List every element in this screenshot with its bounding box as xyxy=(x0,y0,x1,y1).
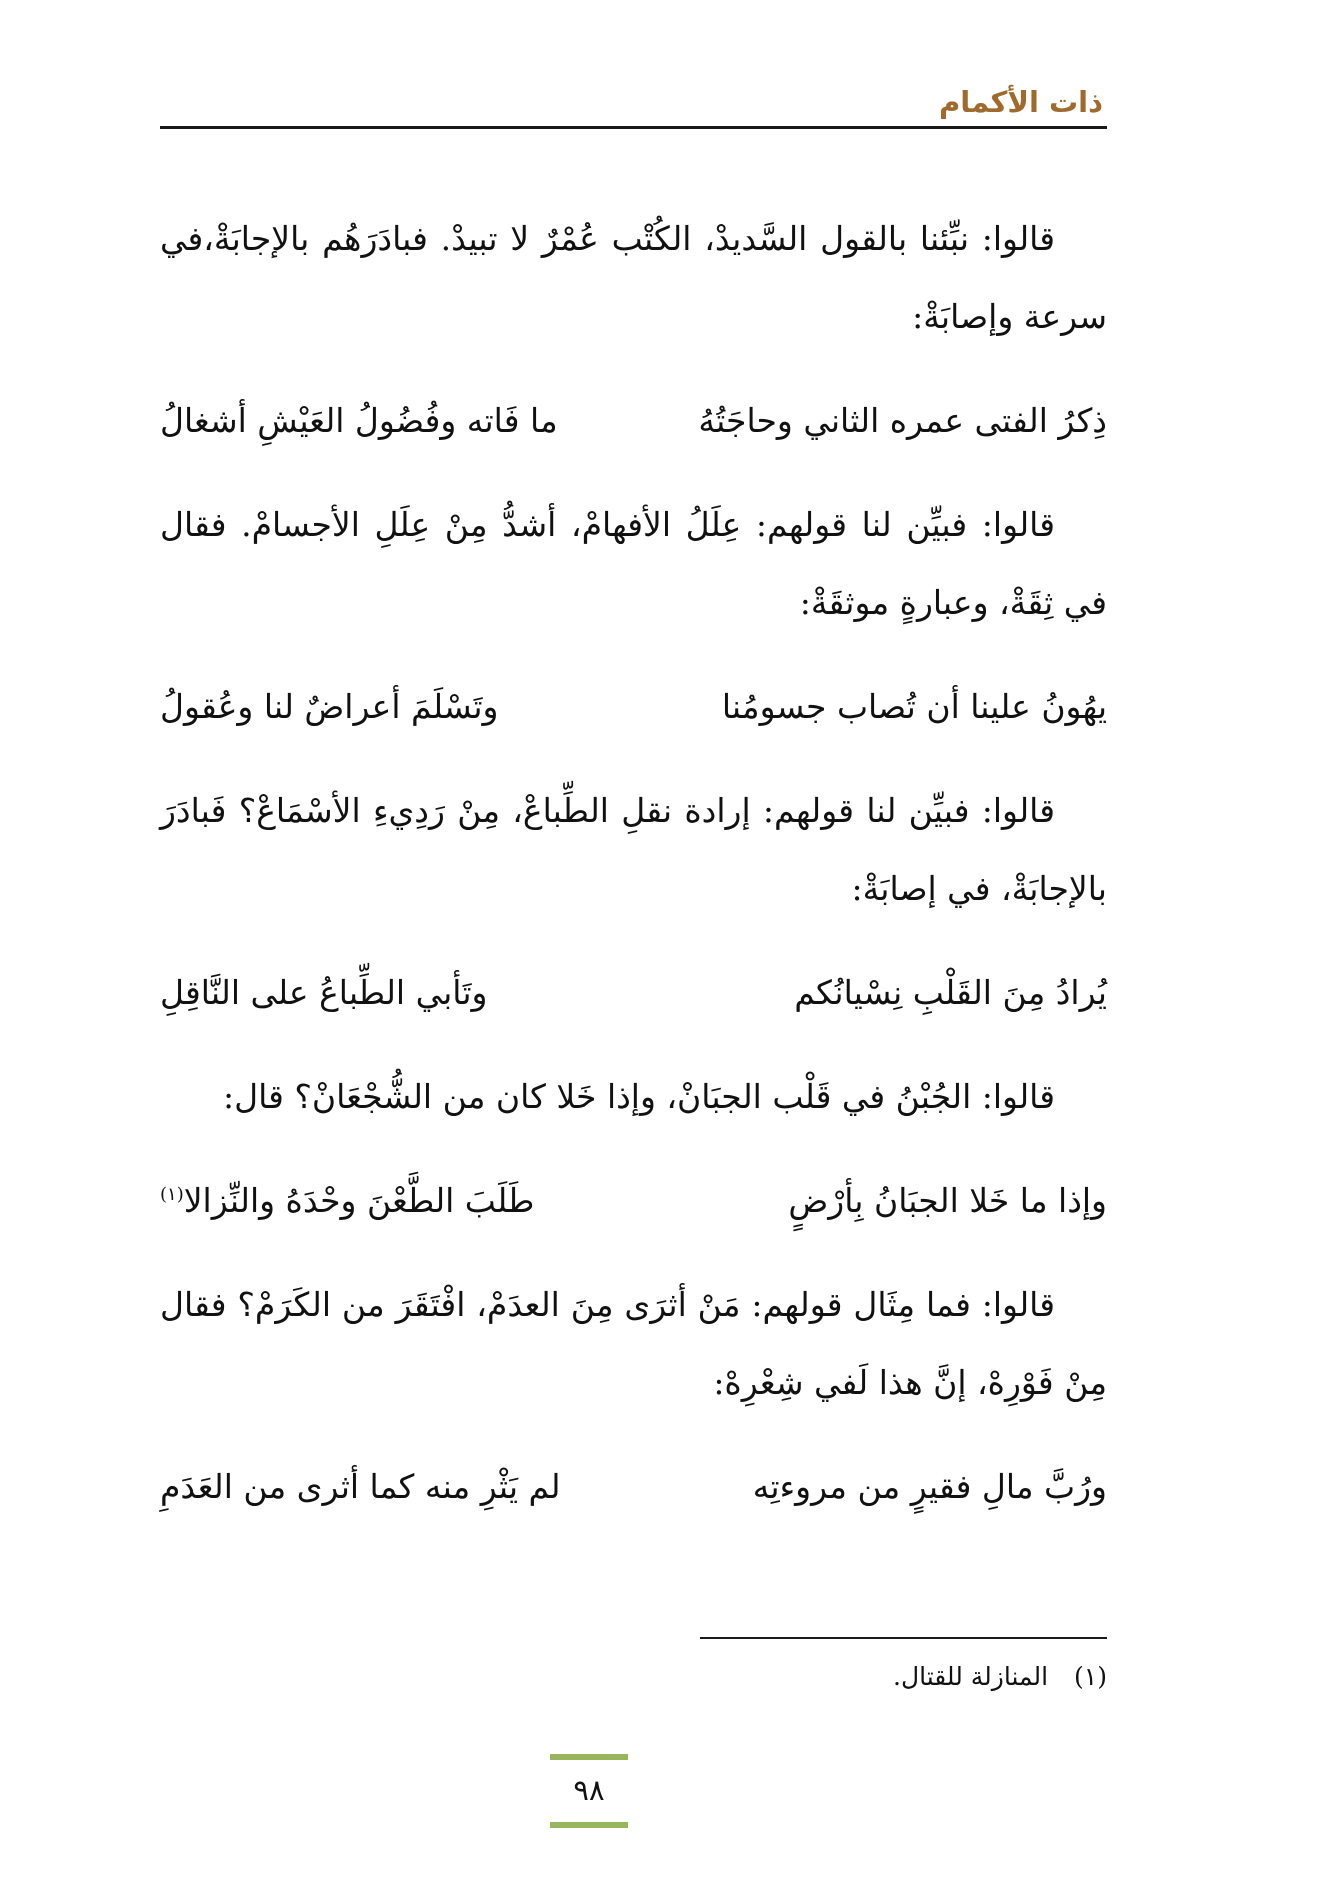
verse-second-hemistich: وتَأبي الطِّباعُ على النَّاقِلِ xyxy=(160,973,488,1012)
page-number-bottom-bar xyxy=(550,1822,628,1828)
verse-line xyxy=(160,382,1107,460)
prose-paragraph: قالوا: الجُبْنُ في قَلْب الجبَانْ، وإذا خَلا كان من الشُّجْعَانْ؟ قال: xyxy=(223,1077,1055,1116)
prose-paragraph: قالوا: فما مِثَال قولهم: مَنْ أثرَى مِنَ العدَمْ، افْتَقَرَ من الكَرَمْ؟ فقال مِنْ فَوْرِهْ، إنَّ هذا لَفي شِعْرِهْ: xyxy=(160,1285,1107,1402)
verse-second-hemistich xyxy=(160,1162,534,1240)
footnote-rule xyxy=(700,1637,1107,1639)
verse-second-hemistich-text: طَلَبَ الطَّعْنَ وحْدَهُ والنِّزالا xyxy=(183,1181,535,1220)
verse-line xyxy=(160,668,1107,746)
running-title: ذات الأكمام xyxy=(938,85,1103,119)
main-text xyxy=(160,200,1107,1552)
prose-paragraph: قالوا: نبِّئنا بالقول السَّديدْ، الكُتْب عُمْرٌ لا تبيدْ. فبادَرَهُم بالإجابَةْ،في سرعة وإصابَةْ: xyxy=(160,219,1107,336)
verse-line xyxy=(160,954,1107,1032)
verse-second-hemistich: لم يَثْرِ منه كما أثرى من العَدَمِ xyxy=(160,1467,561,1506)
prose-paragraph: قالوا: فبيِّن لنا قولهم: عِلَلُ الأفهامْ، أشدُّ مِنْ عِلَلِ الأجسامْ. فقال في ثِقَةْ، وعبارةٍ موثقَةْ: xyxy=(160,505,1107,622)
verse-first-hemistich: يهُونُ علينا أن تُصاب جسومُنا xyxy=(721,687,1107,726)
footnote-text: المنازلة للقتال. xyxy=(893,1662,1049,1691)
verse-first-hemistich: ذِكرُ الفتى عمره الثاني وحاجَتُهُ xyxy=(698,401,1107,440)
verse-first-hemistich: ورُبَّ مالِ فقيرٍ من مروءتِه xyxy=(752,1467,1107,1506)
verse-second-hemistich: ما فَاته وفُضُولُ العَيْشِ أشغالُ xyxy=(160,401,558,440)
verse-line xyxy=(160,1162,1107,1240)
header-rule xyxy=(160,126,1107,129)
verse-first-hemistich: وإذا ما خَلا الجبَانُ بِأرْضٍ xyxy=(788,1181,1107,1220)
verse-second-hemistich: وتَسْلَمَ أعراضٌ لنا وعُقولُ xyxy=(160,687,499,726)
verse-line xyxy=(160,1448,1107,1526)
page-number: ٩٨ xyxy=(573,1773,605,1807)
page-number-top-bar xyxy=(550,1754,628,1760)
prose-paragraph: قالوا: فبيِّن لنا قولهم: إرادة نقلِ الطِّباعْ، مِنْ رَدِيءِ الأسْمَاعْ؟ فَبادَرَ بالإجابَةْ، في إصابَةْ: xyxy=(160,791,1107,908)
footnote-reference[interactable]: (١) xyxy=(160,1184,184,1205)
verse-first-hemistich: يُرادُ مِنَ القَلْبِ نِسْيانُكم xyxy=(794,973,1107,1012)
footnote-marker: (١) xyxy=(1074,1662,1107,1691)
footnote xyxy=(893,1662,1107,1691)
